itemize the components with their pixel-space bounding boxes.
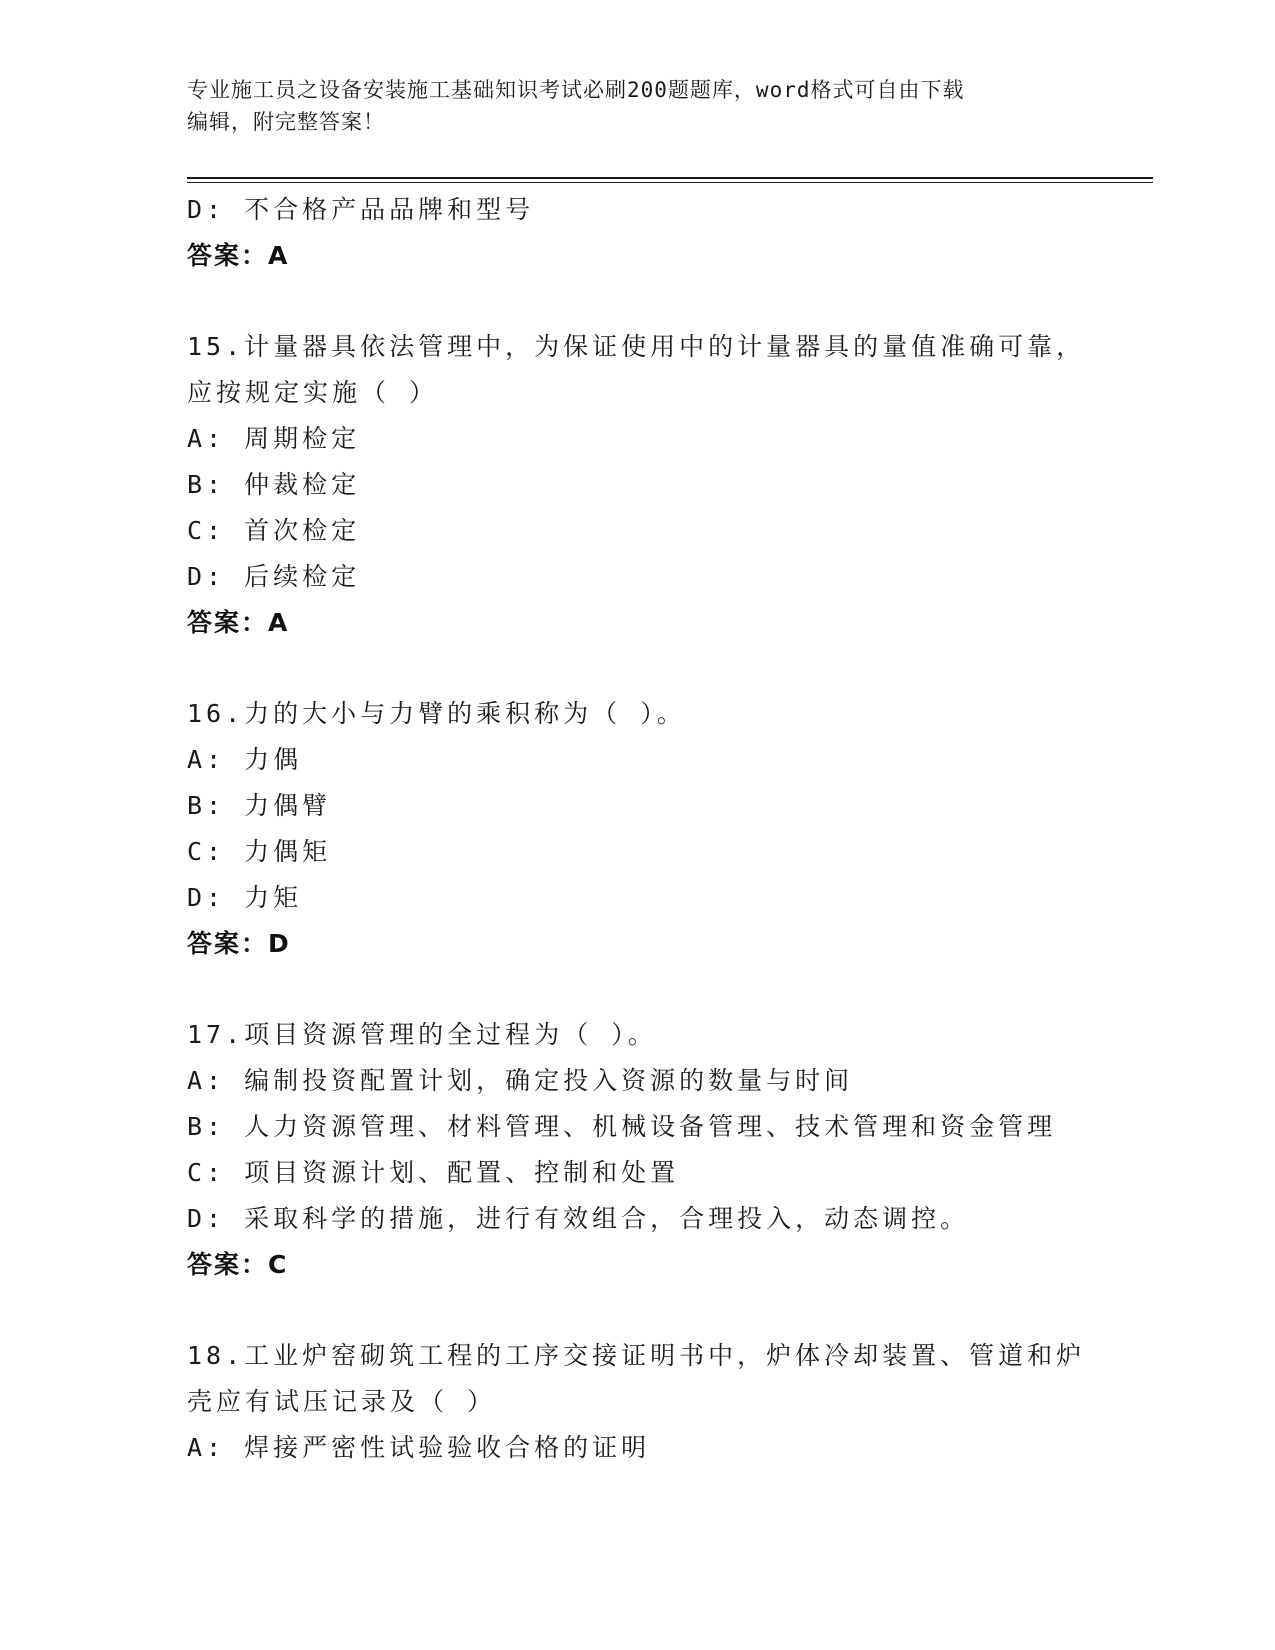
option-b: B: 人力资源管理、材料管理、机械设备管理、技术管理和资金管理 xyxy=(187,1112,1057,1141)
answer-line: 答案：A xyxy=(187,608,290,637)
option-b: B: 力偶臂 xyxy=(187,791,332,820)
question-18 xyxy=(187,1333,1127,1471)
document-header xyxy=(187,74,1087,138)
question-stem-line-1: 18.工业炉窑砌筑工程的工序交接证明书中，炉体冷却装置、管道和炉 xyxy=(187,1341,1086,1370)
question-15 xyxy=(187,324,1127,646)
spacer xyxy=(187,279,1127,324)
answer-line: 答案：C xyxy=(187,1250,289,1279)
option-a: A: 编制投资配置计划，确定投入资源的数量与时间 xyxy=(187,1066,854,1095)
question-stem-line-1: 16.力的大小与力臂的乘积称为（ ）。 xyxy=(187,699,686,728)
question-stem-line-1: 15.计量器具依法管理中，为保证使用中的计量器具的量值准确可靠， xyxy=(187,332,1086,361)
option-d: D: 不合格产品品牌和型号 xyxy=(187,195,535,224)
question-stem-line-1: 17.项目资源管理的全过程为（ ）。 xyxy=(187,1020,657,1049)
question-17 xyxy=(187,1012,1127,1288)
header-title-line-2: 编辑，附完整答案！ xyxy=(187,110,385,134)
answer-line: 答案：A xyxy=(187,241,290,270)
question-list xyxy=(187,187,1127,1471)
header-divider-thin xyxy=(187,182,1153,183)
answer-line: 答案：D xyxy=(187,929,291,958)
question-stem-line-2: 应按规定实施（ ） xyxy=(187,378,439,407)
option-d: D: 采取科学的措施，进行有效组合，合理投入，动态调控。 xyxy=(187,1204,970,1233)
question-stem-line-2: 壳应有试压记录及（ ） xyxy=(187,1387,497,1416)
spacer xyxy=(187,967,1127,1012)
option-d: D: 力矩 xyxy=(187,883,303,912)
question-14-tail xyxy=(187,187,1127,279)
question-16 xyxy=(187,691,1127,967)
header-title-line-1: 专业施工员之设备安装施工基础知识考试必刷200题题库，word格式可自由下载 xyxy=(187,78,965,102)
option-d: D: 后续检定 xyxy=(187,562,361,591)
spacer xyxy=(187,1288,1127,1333)
option-c: C: 力偶矩 xyxy=(187,837,332,866)
option-c: C: 项目资源计划、配置、控制和处置 xyxy=(187,1158,680,1187)
option-a: A: 力偶 xyxy=(187,745,303,774)
header-divider-thick xyxy=(187,177,1153,179)
spacer xyxy=(187,646,1127,691)
option-c: C: 首次检定 xyxy=(187,516,361,545)
option-a: A: 焊接严密性试验验收合格的证明 xyxy=(187,1433,651,1462)
option-b: B: 仲裁检定 xyxy=(187,470,361,499)
option-a: A: 周期检定 xyxy=(187,424,361,453)
